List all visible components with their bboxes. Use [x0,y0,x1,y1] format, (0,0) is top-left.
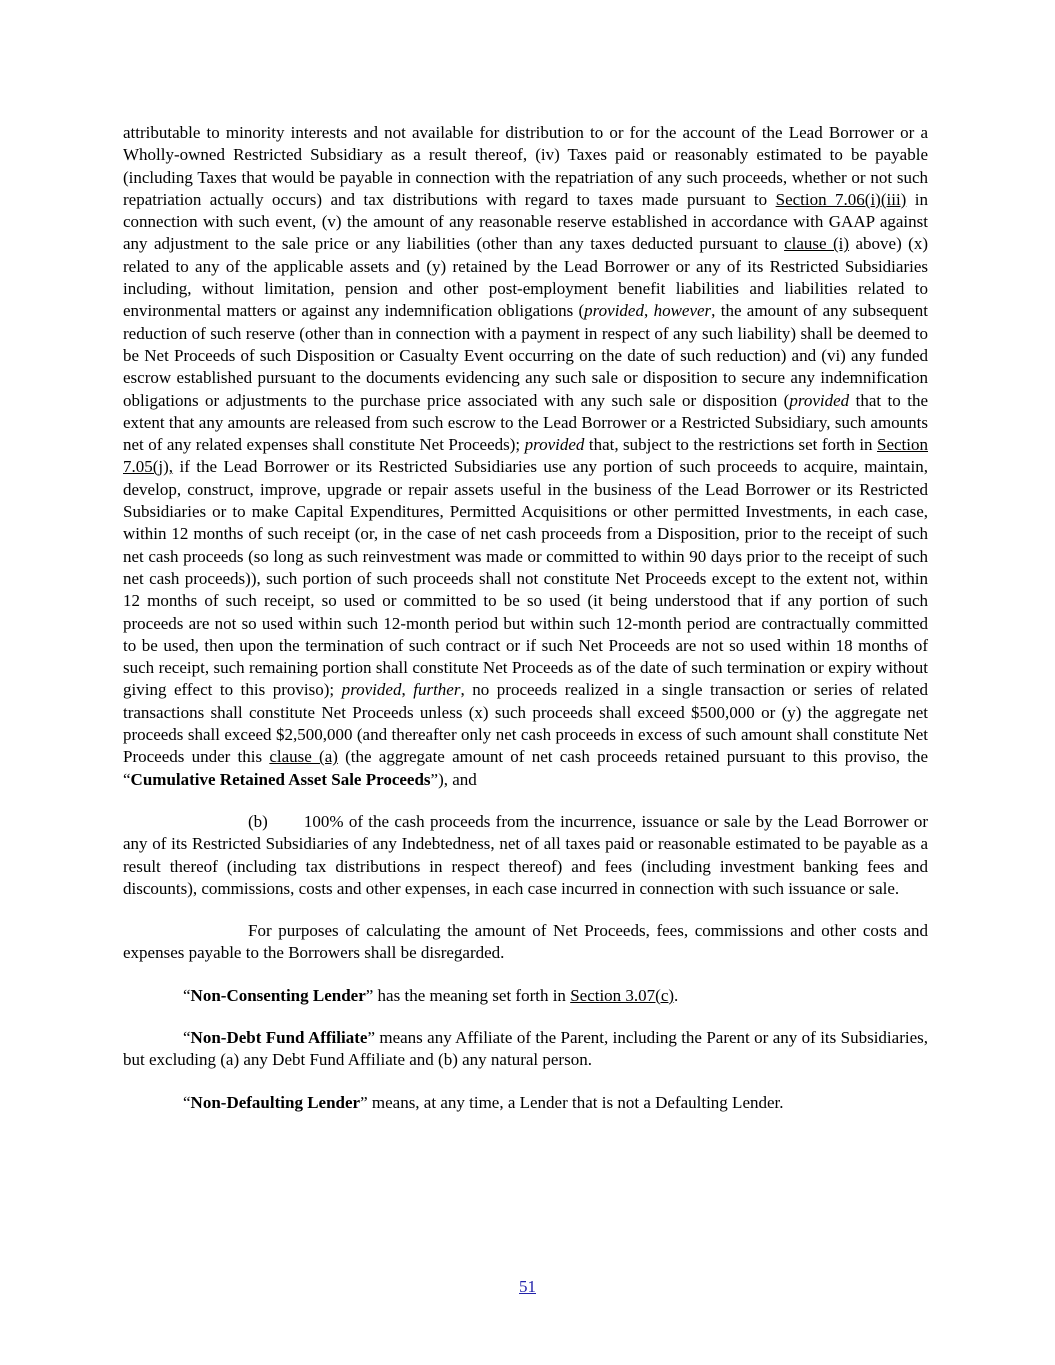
text-run-i: provided [584,301,644,321]
text-run: that, subject to the restrictions set forth in [584,435,878,455]
paragraph-clause-b [123,811,928,900]
paragraph-net-proceeds-continuation [123,122,928,791]
paragraph-net-proceeds-calculation-note [123,920,928,965]
text-run: in connection with such event, (v) the amount of any reasonable reserve established in accordance with GAAP against any adjustment to the sale price or any liabilities (other than any taxes deducted pursuant to [123,189,928,254]
text-run: ” means any Affiliate of the Parent, including the Parent or any of its Subsidiaries, but excluding (a) any Debt Fund Affiliate and (b) any natural person. [123,1027,928,1070]
text-run: ” means, at any time, a Lender that is not a Defaulting Lender. [360,1092,784,1112]
text-run: ”), and [430,769,477,789]
text-run: “ [183,985,191,1005]
text-run: For purposes of calculating the amount of Net Proceeds, fees, commissions and other costs and expenses payable to the Borrowers shall be disregarded. [123,921,928,963]
text-run-u: Section 3.07(c) [570,985,675,1005]
text-run: “ [183,1027,191,1047]
text-run-u: Section 7.05(j), [123,435,929,477]
text-run-i: however [653,301,712,321]
text-run: “ [183,1092,191,1112]
text-run-i: provided [524,435,585,455]
text-run-u: clause (a) [269,747,338,767]
text-run-i: further [413,680,461,700]
text-run-b: Cumulative Retained Asset Sale Proceeds [130,769,431,789]
text-run-u: Section 7.06(i)(iii) [775,189,907,209]
text-run-b: Non-Consenting Lender [190,985,366,1005]
text-run: , [643,301,654,321]
text-run-i: provided [341,680,402,700]
document-body [123,122,928,1134]
text-run: ” has the meaning set forth in [365,985,571,1005]
page-footer [0,1276,1055,1298]
text-run: (b) [248,811,268,831]
text-run-i: provided [789,390,850,410]
paragraph-definition-non-consenting-lender [123,985,928,1007]
text-run: , no proceeds realized in a single transaction or series of related transactions shall constitute Net Proceeds unless (x) such proceeds shall exceed $500,000 or (y) the aggregate net proceeds shall exceed $2,500,000 (and thereafter only net cash proceeds in excess of such amount shall constitute Net Proceeds under this [123,680,929,767]
text-run: that to the extent that any amounts are released from such escrow to the Lead Borrower or a Restricted Subsidiary, such amounts net of any related expenses shall constitute Net Proceeds); [123,390,929,455]
text-run: 100% of the cash proceeds from the incurrence, issuance or sale by the Lead Borrower or any of its Restricted Subsidiaries of any Indebtedness, net of all taxes paid or reasonable estimated to be payable as a result thereof (including tax distributions in respect thereof) and fees (including investment banking fees and discounts), commissions, costs and other expenses, in each case incurred in connection with such issuance or sale. [123,811,928,898]
text-run: , [401,680,414,700]
text-run-b: Non-Defaulting Lender [190,1092,361,1112]
text-run-u: clause (i) [784,234,850,254]
text-run: above) (x) related to any of the applicable assets and (y) retained by the Lead Borrower or any of its Restricted Subsidiaries including, without limitation, pension and other post-employment benefit liabilities and liabilities related to environmental matters or against any indemnification obligations ( [123,234,928,321]
text-run-b: Non-Debt Fund Affiliate [190,1027,368,1047]
text-run: , the amount of any subsequent reduction of such reserve (other than in connection with a payment in respect of any such liability) shall be deemed to be Net Proceeds of such Disposition or Casualty Event occurring on the date of such reduction) and (vi) any funded escrow established pursuant to the documents evidencing any such sale or disposition to secure any indemnification obligations or adjustments to the purchase price associated with any such sale or disposition ( [123,301,929,410]
text-run: attributable to minority interests and not available for distribution to or for the account of the Lead Borrower or a Wholly-owned Restricted Subsidiary as a result thereof, (iv) Taxes paid or reasonably estimated to be payable (including Taxes that would be payable in connection with the repatriation of any such proceeds, whether or not such repatriation actually occurs) and tax distributions with regard to taxes made pursuant to [123,123,928,209]
page-number-link[interactable]: 51 [519,1277,536,1296]
text-run: . [674,985,679,1005]
paragraph-definition-non-defaulting-lender [123,1092,928,1114]
paragraph-definition-non-debt-fund-affiliate [123,1027,928,1072]
text-run: (the aggregate amount of net cash proceeds retained pursuant to this proviso, the “ [123,747,928,789]
text-run: if the Lead Borrower or its Restricted Subsidiaries use any portion of such proceeds to acquire, maintain, develop, construct, improve, upgrade or repair assets useful in the business of the Lead Borrower or its Restricted Subsidiaries or to make Capital Expenditures, Permitted Acquisitions or other permitted Investments, in each case, within 12 months of such receipt (or, in the case of net cash proceeds from a Disposition, prior to the receipt of such net cash proceeds (so long as such reinvestment was made or committed to within 90 days prior to the receipt of such net cash proceeds)), such portion of such proceeds shall not constitute Net Proceeds except to the extent not, within 12 months of such receipt, so used or committed to be so used (it being understood that if any portion of such proceeds are not so used within such 12-month period but within such 12-month period are contractually committed to be used, then upon the termination of such contract or if such Net Proceeds are not so used within 18 months of such receipt, such remaining portion shall constitute Net Proceeds as of the date of such termination or expiry without giving effect to this proviso); [123,457,928,700]
